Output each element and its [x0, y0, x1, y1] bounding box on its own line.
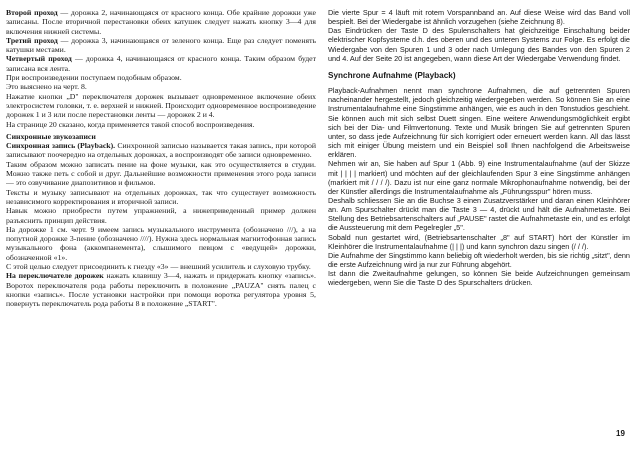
paragraph	[6, 8, 316, 36]
paragraph-text: — дорожка 4, начинающаяся от красного конца. Таким образом будет записана вся лента.	[6, 54, 316, 73]
paragraph: На дорожке 1 см. черт. 9 имеем запись музыкального инструмента (обозначено ///), а на попутной дорожке 3-пение (обозначено ////). Нужна здесь нормальная магнитофонная запись музыкального фона (аккомпанемента), слышимого певцом с «ведущей» дорожки, обозначенной «1».	[6, 224, 316, 262]
paragraph-text: нажать клавишу 3—4, нажать и придержать кнопку «запись». Воротох переключателя рода работы переключить в положение „PAUZA" снять палец с кнопки «запись». После установки настройки при помощи воротка регулятора уровня 5, повернуть переключатель рода работы 8 в положение „START".	[6, 271, 316, 309]
paragraph: Это выяснено на черт. 8.	[6, 82, 87, 92]
paragraph: Таким образом можно записать пение на фоне музыки, как это осуществляется в студии. Можно также петь с собой и друг. Дальнейшие возможности применения этого рода записи — это озвучивание диапозитивов и фильмов.	[6, 159, 316, 188]
paragraph-text: Синхронной записью называется такая запись, при которой записывают поочередно на отдельных дорожках, а воспроизводят обе записи одновременно.	[6, 141, 316, 160]
paragraph: На странице 20 сказано, когда применяется такой способ воспроизведения.	[6, 119, 255, 129]
paragraph: Sobald nun gestartet wird, (Betriebsartenschalter „8" auf START) hört der Künstler im Kleinhörer die Instrumentalaufnahme (| | |) und kann synchron dazu singen (/ / /).	[328, 232, 630, 251]
paragraph: Навык можно приобрести путем упражнений, а нижеприведенный пример должен разъяснить принцип действия.	[6, 206, 316, 225]
page-number: 19	[616, 429, 625, 438]
inline-heading: Четвертый проход	[6, 54, 72, 64]
inline-heading: На переключателе дорожек	[6, 271, 104, 281]
paragraph	[6, 54, 316, 73]
paragraph: Die Aufnahme der Singstimmo kann beliebig oft wiederholt werden, bis sie richtig „sitzt", denn die erste Aufzeichnung wird ja nur zur Führung abgehört.	[328, 250, 630, 270]
paragraph: С этой целью следует присоединить к гнезду «3» — внешний усилитель и слуховую трубку.	[6, 262, 311, 272]
paragraph: При воспроизведении поступаем подобным образом.	[6, 73, 182, 83]
german-column	[328, 8, 630, 428]
paragraph	[6, 271, 316, 308]
paragraph: Тексты и музыку записывают на отдельных дорожках, так что существует возможность независимого корректирования и вторичной записи.	[6, 187, 316, 206]
paragraph	[6, 36, 316, 55]
paragraph: Playback-Aufnahmen nennt man synchrone Aufnahmen, die auf getrennten Spuren nacheinander hergestellt, jedoch gleichzeitig wiedergegeben werden. So können Sie an eine Instrumentalaufnahme eine Singstimme anhängen, wie es auch in den Tonstudios geschieht. Sie können auch mit sich selbst Duett singen. Eine weitere Anwendungsmöglichkeit ergibt sich bei der Dia- und Filmvertonung. Texte und Musik bringen Sie auf getrennten Spuren unter, so dass jede Aufzeichnung für sich korrigiert oder erneuert werden kann. All das lässt sich mit einiger Übung meistern und ein Beispiel soll Ihnen nachfolgend die Arbeitsweise erklären.	[328, 86, 630, 160]
inline-heading: Синхронная запись (Playback).	[6, 141, 116, 151]
paragraph: Deshalb schliessen Sie an die Buchse 3 einen Zusatzverstärker und daran einen Kleinhörer an. Am Spurschalter drückt man die Taste 3 — 4, drückt und hält die Aufnahmetaste. Bei Stellung des Betriebsartenschalters auf „PAUSE" rastet die Aufnahmetaste ein, und es erfolgt die Aussteuerung mit dem Pegelregler „5".	[328, 195, 630, 233]
paragraph-text: — дорожка 2, начинающаяся от красного конца. Обе крайние дорожки уже записаны. После вторичной перестановки обеих катушек следует нажать кнопку 3—4 для включения нижней системы.	[6, 8, 316, 36]
paragraph-text: — дорожка 3, начинающаяся от зеленого конца. Еще раз следует поменять катушки местами.	[6, 35, 316, 55]
paragraph: Ist dann die Zweitaufnahme gelungen, so können Sie beide Aufzeichnungen gemeinsam wiedergeben, wenn Sie die Taste D des Spurschalters drücken.	[328, 269, 630, 288]
paragraph: Nehmen wir an, Sie haben auf Spur 1 (Abb. 9) eine Instrumentalaufnahme (auf der Skizze mit | | | | markiert) und möchten auf der gleichlaufenden Spur 3 eine Singstimme anhängen (markiert mit / / / /). Dazu ist nur eine ganz normale Mikrophonaufnahme notwendig, bei der der Künstler allerdings die Instrumentalaufnahme als „Führungsspur" hören muss.	[328, 159, 630, 196]
paragraph: Das Eindrücken der Taste D des Spulenschalters hat gleichzeitige Einschaltung beider elektrischer Kopfsysteme d.h. des oberen und des unteren Systems zur Folge. Es erfolgt die Wiedergabe von den Spuren 1 und 3 oder nach Umlegung des Bandes von den Spuren 2 und 4. Auf der Seite 20 ist angegeben, wann diese Art der Wiedergabe Verwendung findet.	[328, 26, 630, 63]
russian-column	[6, 8, 316, 440]
section-heading: Синхронные звукозаписи	[6, 131, 96, 141]
paragraph: Нажатие кнопки „D" переключателя дорожек вызывает одновременное включение обеих электросистем головки, т. е. верхней и нижней. Происходит одновременное воспроизведение дорожек 1 и 3 или после перестановки ленты — дорожек 2 и 4.	[6, 91, 316, 120]
paragraph	[6, 141, 316, 160]
inline-heading: Второй проход	[6, 8, 58, 17]
section-heading: Synchrone Aufnahme (Playback)	[328, 70, 456, 80]
paragraph: Die vierte Spur = 4 läuft mit rotem Vorspannband an. Auf diese Weise wird das Band voll bespielt. Bei der Wiedergabe ist ähnlich vorzugehen (siehe Zeichnung 8).	[328, 8, 630, 27]
inline-heading: Третий проход	[6, 35, 58, 45]
